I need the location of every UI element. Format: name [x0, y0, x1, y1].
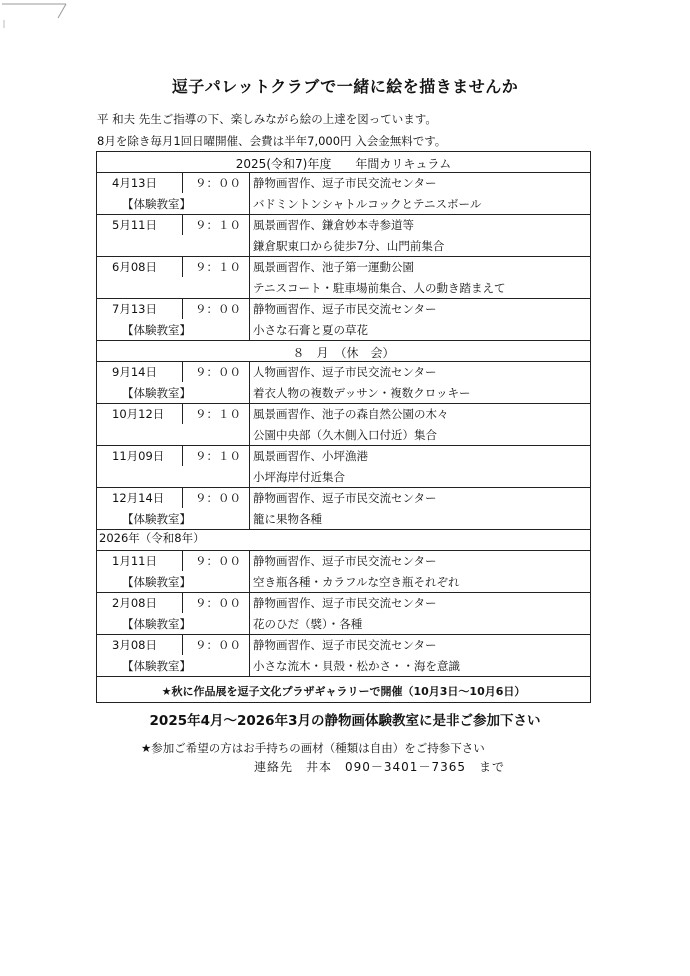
session-time: ９：００ [195, 302, 241, 316]
date-time-divider [182, 403, 183, 424]
row-divider [96, 592, 591, 593]
column-divider [249, 256, 250, 298]
session-subject: 風景画習作、池子第一運動公園 [253, 260, 414, 274]
column-divider [249, 172, 250, 214]
row-divider [96, 214, 591, 215]
date-time-divider [182, 298, 183, 319]
intro-line-1: 平 和夫 先生ご指導の下、楽しみながら絵の上達を図っています。 [97, 112, 437, 126]
session-date: 3月08日 [112, 638, 157, 652]
session-date: 6月08日 [112, 260, 157, 274]
trial-class-badge: 【体験教室】 [122, 575, 191, 589]
row-divider [96, 487, 591, 488]
session-time: ９：００ [195, 365, 241, 379]
trial-class-badge: 【体験教室】 [122, 197, 191, 211]
session-time: ９：００ [195, 596, 241, 610]
session-detail: バドミントンシャトルコックとテニスボール [253, 197, 482, 211]
scan-corner-mark [0, 0, 70, 30]
date-time-divider [182, 550, 183, 571]
session-detail: 空き瓶各種・カラフルな空き瓶それぞれ [253, 575, 460, 589]
session-subject: 静物画習作、逗子市民交流センター [253, 638, 437, 652]
trial-class-badge: 【体験教室】 [122, 323, 191, 337]
session-detail: 鎌倉駅東口から徒歩7分、山門前集合 [253, 239, 445, 253]
session-date: 7月13日 [112, 302, 157, 316]
session-date: 9月14日 [112, 365, 157, 379]
session-detail: 籠に果物各種 [253, 512, 322, 526]
column-divider [249, 361, 250, 403]
table-rule [96, 172, 591, 173]
session-time: ９：１０ [195, 449, 241, 463]
date-time-divider [182, 592, 183, 613]
session-date: 10月12日 [112, 407, 165, 421]
session-detail: 着衣人物の複数デッサン・複数クロッキー [253, 386, 471, 400]
row-divider [96, 529, 591, 530]
session-subject: 風景画習作、鎌倉妙本寺参道等 [253, 218, 414, 232]
row-divider [96, 676, 591, 677]
year-2026-label: 2026年（令和8年） [99, 531, 205, 545]
session-subject: 静物画習作、逗子市民交流センター [253, 176, 437, 190]
session-date: 4月13日 [112, 176, 157, 190]
session-subject: 人物画習作、逗子市民交流センター [253, 365, 437, 379]
intro-line-2: 8月を除き毎月1回日曜開催、会費は半年7,000円 入会金無料です。 [97, 134, 447, 148]
exhibition-notice: ★秋に作品展を逗子文化プラザギャラリーで開催（10月3日～10月6日） [161, 685, 526, 698]
date-time-divider [182, 445, 183, 466]
session-subject: 静物画習作、逗子市民交流センター [253, 596, 437, 610]
trial-class-badge: 【体験教室】 [122, 617, 191, 631]
row-divider [96, 445, 591, 446]
session-date: 11月09日 [112, 449, 165, 463]
column-divider [249, 445, 250, 487]
invitation-line: 2025年4月～2026年3月の静物画体験教室に是非ご参加下さい [149, 713, 541, 729]
session-detail: 小さな石膏と夏の草花 [253, 323, 368, 337]
column-divider [249, 403, 250, 445]
table-rule [96, 550, 591, 551]
bring-materials-note: ★参加ご希望の方はお手持ちの画材（種類は自由）をご持参下さい [141, 741, 485, 755]
session-detail: 公園中央部（久木側入口付近）集合 [253, 428, 437, 442]
trial-class-badge: 【体験教室】 [122, 512, 191, 526]
row-divider [96, 298, 591, 299]
session-time: ９：００ [195, 638, 241, 652]
session-time: ９：１０ [195, 260, 241, 274]
table-rule [96, 361, 591, 362]
session-time: ９：１０ [195, 407, 241, 421]
session-subject: 静物画習作、逗子市民交流センター [253, 302, 437, 316]
column-divider [249, 634, 250, 676]
contact-line: 連絡先 井本 090－3401－7365 まで [254, 760, 505, 774]
date-time-divider [182, 634, 183, 655]
date-time-divider [182, 361, 183, 382]
row-divider [96, 403, 591, 404]
date-time-divider [182, 256, 183, 277]
column-divider [249, 298, 250, 340]
column-divider [249, 214, 250, 256]
page-title: 逗子パレットクラブで一緒に絵を描きませんか [171, 77, 519, 96]
column-divider [249, 487, 250, 529]
column-divider [249, 592, 250, 634]
august-closed-label: ８ 月 （休 会） [292, 346, 395, 360]
column-divider [249, 550, 250, 592]
session-subject: 静物画習作、逗子市民交流センター [253, 554, 437, 568]
date-time-divider [182, 172, 183, 193]
trial-class-badge: 【体験教室】 [122, 386, 191, 400]
date-time-divider [182, 214, 183, 235]
curriculum-header: 2025(令和7)年度 年間カリキュラム [235, 157, 452, 171]
session-subject: 静物画習作、逗子市民交流センター [253, 491, 437, 505]
session-subject: 風景画習作、小坪漁港 [253, 449, 368, 463]
date-time-divider [182, 487, 183, 508]
session-time: ９：００ [195, 491, 241, 505]
session-subject: 風景画習作、池子の森自然公園の木々 [253, 407, 449, 421]
row-divider [96, 256, 591, 257]
session-date: 2月08日 [112, 596, 157, 610]
session-date: 1月11日 [112, 554, 157, 568]
session-date: 5月11日 [112, 218, 157, 232]
session-time: ９：１０ [195, 218, 241, 232]
trial-class-badge: 【体験教室】 [122, 659, 191, 673]
session-detail: 花のひだ（襞）・各種 [253, 617, 363, 631]
session-detail: テニスコート・駐車場前集合、人の動き踏まえて [253, 281, 506, 295]
session-detail: 小さな流木・貝殻・松かさ・・海を意識 [253, 659, 460, 673]
row-divider [96, 340, 591, 341]
session-date: 12月14日 [112, 491, 165, 505]
session-time: ９：００ [195, 554, 241, 568]
session-time: ９：００ [195, 176, 241, 190]
session-detail: 小坪海岸付近集合 [253, 470, 345, 484]
row-divider [96, 634, 591, 635]
